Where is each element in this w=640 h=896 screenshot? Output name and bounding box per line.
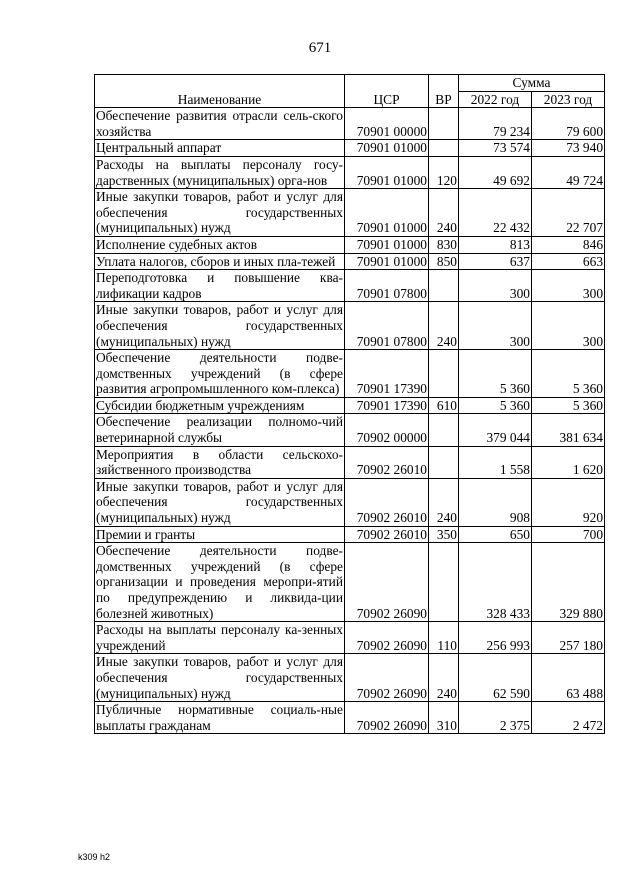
row-vr (429, 446, 459, 478)
row-csr: 70901 07800 (345, 270, 429, 302)
table-row (95, 526, 605, 543)
row-name: Мероприятия в области сельскохо-зяйственного производства (96, 446, 343, 478)
row-vr: 610 (429, 397, 459, 414)
row-name: Иные закупки товаров, работ и услуг для обеспечения государственных (муниципальных) нужд (96, 654, 343, 701)
row-name: Премии и гранты (95, 526, 345, 543)
row-csr: 70901 17390 (345, 397, 429, 414)
table-row (95, 654, 605, 702)
row-csr: 70902 26090 (345, 654, 429, 702)
row-vr: 350 (429, 526, 459, 543)
row-vr (429, 108, 459, 140)
row-csr: 70902 26090 (345, 622, 429, 654)
row-sum-2022: 650 (459, 526, 532, 543)
table-row (95, 156, 605, 188)
row-vr: 240 (429, 189, 459, 237)
header-sum: Сумма (459, 75, 605, 92)
row-name: Иные закупки товаров, работ и услуг для обеспечения государственных (муниципальных) нужд (96, 302, 343, 349)
table-row (95, 446, 605, 478)
table-row (95, 253, 605, 270)
row-name: Публичные нормативные социаль-ные выплаты гражданам (96, 702, 343, 733)
table-row (95, 189, 605, 237)
row-name: Расходы на выплаты персоналу ка-зенных учреждений (96, 622, 343, 653)
row-sum-2023: 63 488 (532, 654, 605, 702)
row-sum-2023: 5 360 (532, 350, 605, 398)
table-row (95, 108, 605, 140)
row-name: Уплата налогов, сборов и иных пла-тежей (95, 253, 345, 270)
header-year-2023: 2023 год (532, 91, 605, 108)
row-sum-2022: 5 360 (459, 397, 532, 414)
row-csr: 70902 26010 (345, 526, 429, 543)
row-vr: 240 (429, 302, 459, 350)
row-vr (429, 543, 459, 622)
table-row (95, 302, 605, 350)
row-sum-2022: 73 574 (459, 140, 532, 157)
row-sum-2023: 22 707 (532, 189, 605, 237)
table-row (95, 543, 605, 622)
row-sum-2023: 700 (532, 526, 605, 543)
footer-code: k309 h2 (78, 852, 111, 862)
row-sum-2022: 908 (459, 478, 532, 526)
row-sum-2022: 49 692 (459, 156, 532, 188)
row-name: Центральный аппарат (95, 140, 345, 157)
row-vr: 240 (429, 478, 459, 526)
row-name: Обеспечение деятельности подве-домственных учреждений (в сфере развития агропромышленного ком-плекса) (96, 350, 343, 397)
row-csr: 70901 01000 (345, 156, 429, 188)
row-sum-2023: 381 634 (532, 414, 605, 446)
row-sum-2023: 257 180 (532, 622, 605, 654)
row-vr: 310 (429, 702, 459, 734)
row-sum-2023: 5 360 (532, 397, 605, 414)
row-sum-2022: 300 (459, 270, 532, 302)
row-vr: 830 (429, 236, 459, 253)
row-sum-2023: 79 600 (532, 108, 605, 140)
row-name: Иные закупки товаров, работ и услуг для обеспечения государственных (муниципальных) нужд (96, 478, 343, 526)
row-csr: 70902 26010 (345, 478, 429, 526)
row-name: Обеспечение развития отрасли сель-ского хозяйства (96, 108, 343, 139)
row-vr: 850 (429, 253, 459, 270)
row-csr: 70902 26090 (345, 543, 429, 622)
row-csr: 70902 00000 (345, 414, 429, 446)
row-sum-2022: 1 558 (459, 446, 532, 478)
row-sum-2022: 379 044 (459, 414, 532, 446)
row-csr: 70901 01000 (345, 253, 429, 270)
row-sum-2022: 813 (459, 236, 532, 253)
row-sum-2022: 300 (459, 302, 532, 350)
table-row (95, 478, 605, 526)
row-sum-2022: 2 375 (459, 702, 532, 734)
row-sum-2023: 1 620 (532, 446, 605, 478)
row-name: Обеспечение деятельности подве-домственных учреждений (в сфере организации и проведения меропри-ятий по предупреждению и ликвида-ции болезней животных) (96, 543, 343, 621)
row-vr (429, 270, 459, 302)
table-row (95, 236, 605, 253)
row-sum-2023: 663 (532, 253, 605, 270)
row-sum-2022: 256 993 (459, 622, 532, 654)
row-csr: 70901 07800 (345, 302, 429, 350)
row-sum-2022: 637 (459, 253, 532, 270)
row-vr: 110 (429, 622, 459, 654)
row-sum-2023: 2 472 (532, 702, 605, 734)
table-row (95, 270, 605, 302)
row-sum-2023: 73 940 (532, 140, 605, 157)
row-sum-2023: 846 (532, 236, 605, 253)
budget-table (94, 74, 605, 734)
table-row (95, 397, 605, 414)
header-name: Наименование (95, 75, 345, 108)
row-name: Обеспечение реализации полномо-чий ветеринарной службы (96, 414, 343, 446)
table-row (95, 622, 605, 654)
row-vr (429, 414, 459, 446)
header-csr: ЦСР (345, 75, 429, 108)
row-sum-2022: 79 234 (459, 108, 532, 140)
header-vr: ВР (429, 75, 459, 108)
row-vr: 240 (429, 654, 459, 702)
row-sum-2022: 62 590 (459, 654, 532, 702)
row-sum-2023: 329 880 (532, 543, 605, 622)
row-vr: 120 (429, 156, 459, 188)
row-name: Иные закупки товаров, работ и услуг для обеспечения государственных (муниципальных) нужд (96, 189, 343, 236)
row-sum-2023: 300 (532, 302, 605, 350)
row-csr: 70901 01000 (345, 189, 429, 237)
row-sum-2023: 300 (532, 270, 605, 302)
row-csr: 70901 17390 (345, 350, 429, 398)
row-vr (429, 140, 459, 157)
table-row (95, 350, 605, 398)
row-vr (429, 350, 459, 398)
row-sum-2022: 328 433 (459, 543, 532, 622)
row-name: Субсидии бюджетным учреждениям (95, 397, 345, 414)
row-sum-2022: 22 432 (459, 189, 532, 237)
row-csr: 70901 01000 (345, 236, 429, 253)
row-name: Переподготовка и повышение ква-лификации кадров (96, 270, 343, 301)
row-csr: 70902 26010 (345, 446, 429, 478)
row-name: Исполнение судебных актов (95, 236, 345, 253)
header-year-2022: 2022 год (459, 91, 532, 108)
table-row (95, 140, 605, 157)
row-csr: 70901 01000 (345, 140, 429, 157)
row-sum-2022: 5 360 (459, 350, 532, 398)
row-sum-2023: 49 724 (532, 156, 605, 188)
table-row (95, 414, 605, 446)
header-row (95, 75, 605, 92)
row-name: Расходы на выплаты персоналу госу-дарственных (муниципальных) орга-нов (96, 156, 343, 188)
row-sum-2023: 920 (532, 478, 605, 526)
row-csr: 70901 00000 (345, 108, 429, 140)
page-number: 671 (308, 40, 332, 56)
table-row (95, 702, 605, 734)
row-csr: 70902 26090 (345, 702, 429, 734)
